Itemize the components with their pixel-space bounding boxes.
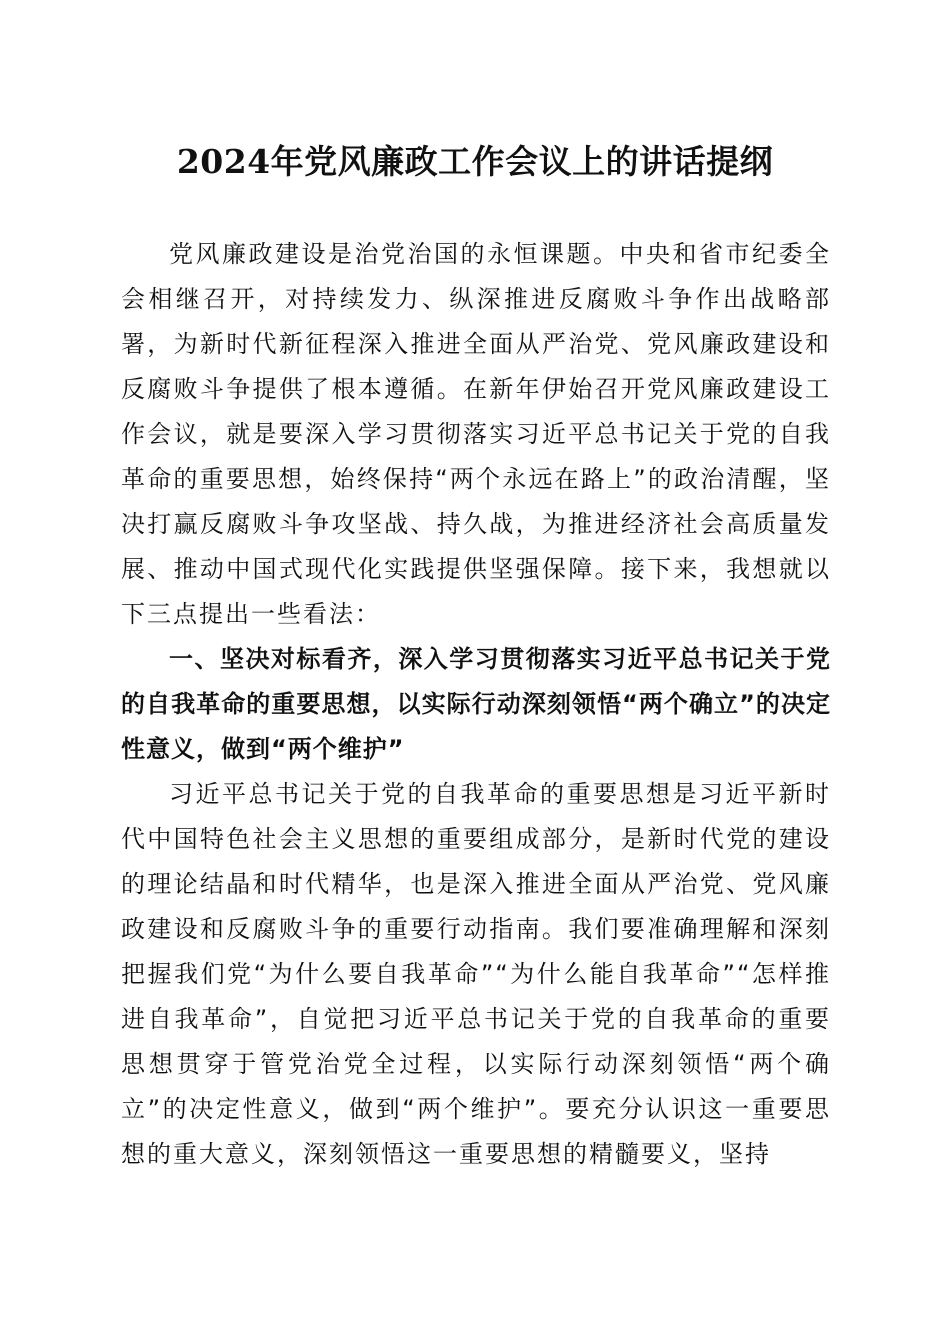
section-1-paragraph: 习近平总书记关于党的自我革命的重要思想是习近平新时代中国特色社会主义思想的重要组成部分，是新时代党的建设的理论结晶和时代精华，也是深入推进全面从严治党、党风廉政建设和反腐败斗争的重要行动指南。我们要准确理解和深刻把握我们党“为什么要自我革命”“为什么能自我革命”“怎样推进自我革命”，自觉把习近平总书记关于党的自我革命的重要思想贯穿于管党治党全过程，以实际行动深刻领悟“两个确立”的决定性意义，做到“两个维护”。要充分认识这一重要思想的重大意义，深刻领悟这一重要思想的精髓要义，坚持 [121,780,831,1168]
document-body [121,232,831,1177]
intro-paragraph: 党风廉政建设是治党治国的永恒课题。中央和省市纪委全会相继召开，对持续发力、纵深推进反腐败斗争作出战略部署，为新时代新征程深入推进全面从严治党、党风廉政建设和反腐败斗争提供了根本遵循。在新年伊始召开党风廉政建设工作会议，就是要深入学习贯彻落实习近平总书记关于党的自我革命的重要思想，始终保持“两个永远在路上”的政治清醒，坚决打赢反腐败斗争攻坚战、持久战，为推进经济社会高质量发展、推动中国式现代化实践提供坚强保障。接下来，我想就以下三点提出一些看法： [121,240,831,628]
document-title: 2024年党风廉政工作会议上的讲话提纲 [176,142,774,181]
section-heading-1: 一、坚决对标看齐，深入学习贯彻落实习近平总书记关于党的自我革命的重要思想，以实际行动深刻领悟“两个确立”的决定性意义，做到“两个维护” [121,645,831,763]
